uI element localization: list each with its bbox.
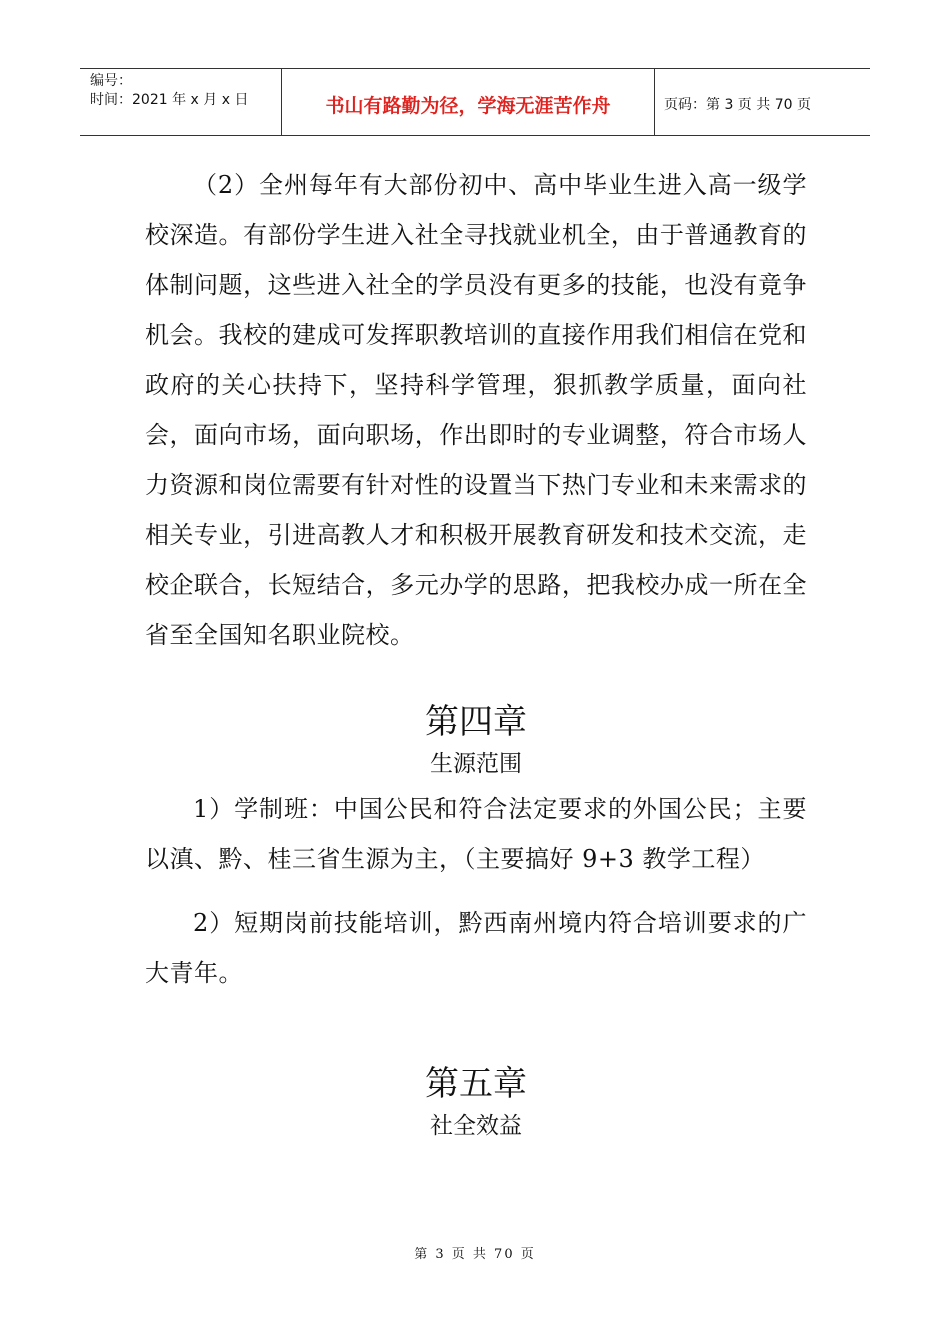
paragraph-3: 2）短期岗前技能培训，黔西南州境内符合培训要求的广大青年。 — [145, 909, 807, 987]
paragraph-2: 1）学制班：中国公民和符合法定要求的外国公民；主要以滇、黔、桂三省生源为主，（主要搞好 9+3 教学工程） — [145, 795, 807, 873]
chapter-4-title: 第四章 — [425, 702, 527, 742]
header-number: 编号： — [90, 73, 132, 89]
page-footer: 第 3 页 共 70 页 — [414, 1247, 536, 1262]
paragraph-1: （2）全州每年有大部份初中、高中毕业生进入高一级学校深造。有部份学生进入社全寻找就业机全，由于普通教育的体制问题，这些进入社全的学员没有更多的技能，也没有竟争机会。我校的建成可发挥职教培训的直接作用我们相信在党和政府的关心扶持下，坚持科学管理，狠抓教学质量，面向社会，面向市场，面向职场，作出即时的专业调整，符合市场人力资源和岗位需要有针对性的设置当下热门专业和未来需求的相关专业，引进高教人才和积极开展教育研发和技术交流，走校企联合，长短结合，多元办学的思路，把我校办成一所在全省至全国知名职业院校。 — [145, 171, 807, 649]
header-motto: 书山有路勤为径，学海无涯苦作舟 — [282, 69, 655, 135]
chapter-4-subtitle: 生源范围 — [430, 751, 522, 777]
header-page-info: 页码：第 3 页 共 70 页 — [664, 97, 811, 113]
header-meta — [80, 69, 282, 135]
header-table — [80, 68, 870, 136]
header-time: 时间：2021 年 x 月 x 日 — [90, 92, 249, 108]
chapter-5-title: 第五章 — [425, 1064, 527, 1104]
document-body — [145, 160, 807, 1146]
chapter-5-subtitle: 社全效益 — [430, 1113, 522, 1139]
